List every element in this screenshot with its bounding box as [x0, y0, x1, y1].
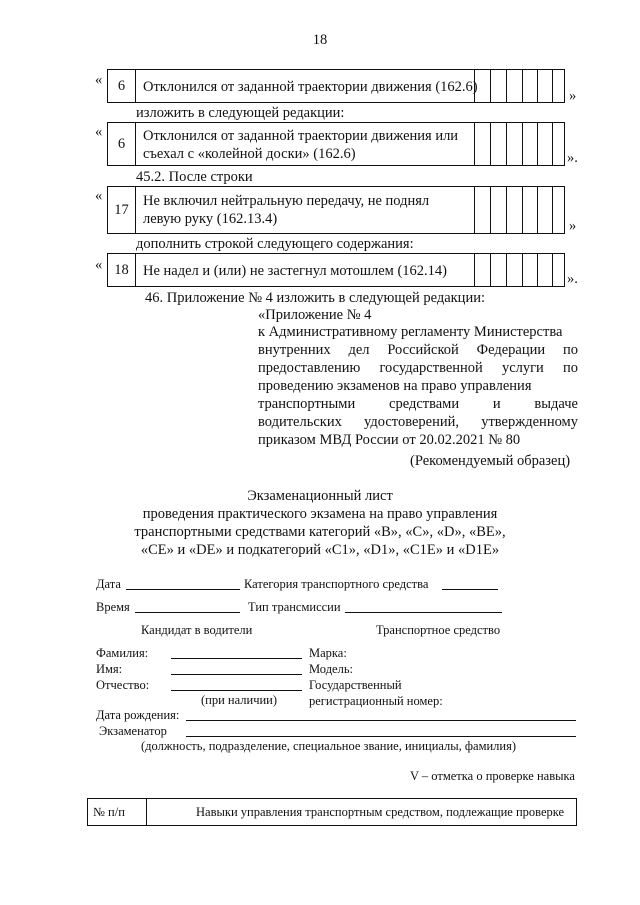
- reg-word: Российской: [387, 342, 459, 358]
- if-any-hint: (при наличии): [201, 693, 278, 707]
- reg-word: по: [562, 342, 578, 358]
- reg-line: [258, 359, 578, 377]
- reg-word: государственной: [379, 360, 483, 376]
- table-col-num: № п/п: [93, 805, 125, 819]
- quote-close-period: ».: [567, 271, 578, 287]
- reg-line: [258, 323, 578, 341]
- transmission-label: Тип трансмиссии: [248, 600, 341, 614]
- patronymic-field[interactable]: [171, 690, 302, 691]
- skills-table-header: [87, 798, 577, 826]
- row-text: Отклонился от заданной траектории движения (162.6): [143, 79, 478, 95]
- row-number: 6: [108, 123, 136, 165]
- reg-word: удостоверений,: [364, 414, 459, 430]
- vehicle-category-field[interactable]: [442, 589, 498, 590]
- quote-open: «: [95, 124, 103, 140]
- model-label: Модель:: [309, 662, 354, 676]
- reg-word: к Административному регламенту Министерства: [258, 324, 563, 340]
- time-field[interactable]: [135, 612, 240, 613]
- quote-open: «: [95, 72, 103, 88]
- check-cells: [474, 70, 564, 102]
- vehicle-heading: Транспортное средство: [376, 623, 501, 637]
- reg-word: приказом МВД России от 20.02.2021 № 80: [258, 432, 521, 448]
- table-row: [107, 122, 565, 166]
- reg-word: водительских: [258, 414, 342, 430]
- state-label: Государственный: [309, 678, 402, 692]
- table-row: [107, 69, 565, 103]
- quote-close-period: ».: [567, 150, 578, 166]
- examiner-label: Экзаменатор: [99, 724, 167, 738]
- appendix-title: «Приложение № 4: [258, 307, 372, 323]
- row-text: Не надел и (или) не застегнул мотошлем (162.14): [143, 263, 447, 279]
- name-field[interactable]: [171, 674, 302, 675]
- reg-line: [258, 341, 578, 359]
- reg-line: [258, 413, 578, 431]
- reg-word: по: [562, 360, 578, 376]
- page-number: 18: [312, 32, 328, 48]
- reg-word: и: [492, 396, 501, 412]
- row-text-line2: съехал с «колейной доски» (162.6): [143, 146, 356, 162]
- reg-word: утвержденному: [481, 414, 578, 430]
- quote-close: »: [569, 88, 577, 104]
- reg-word: транспортными: [258, 396, 356, 412]
- table-row: [107, 186, 565, 234]
- check-cells: [474, 254, 564, 286]
- reg-word: дел: [348, 342, 370, 358]
- vehicle-category-label: Категория транспортного средства: [244, 577, 429, 591]
- reg-word: средствами: [389, 396, 460, 412]
- after-row-text: 45.2. После строки: [136, 169, 253, 185]
- examiner-field[interactable]: [186, 736, 576, 737]
- row-text-line1: Не включил нейтральную передачу, не поднял: [143, 193, 430, 209]
- name-label: Имя:: [96, 662, 123, 676]
- time-label: Время: [96, 600, 130, 614]
- row-number: 17: [108, 187, 136, 233]
- row-text-line1: Отклонился от заданной траектории движения или: [143, 128, 459, 144]
- row-number: 18: [108, 254, 136, 286]
- check-cells: [474, 123, 564, 165]
- quote-open: «: [95, 257, 103, 273]
- regulation-reference: [258, 323, 578, 449]
- transmission-field[interactable]: [345, 612, 502, 613]
- mark-note: V – отметка о проверке навыка: [410, 769, 575, 783]
- birth-field[interactable]: [186, 720, 576, 721]
- table-divider: [146, 799, 147, 825]
- reg-word: проведению экзаменов на право управления: [258, 378, 532, 394]
- table-col-skills: Навыки управления транспортным средством, подлежащие проверке: [196, 805, 565, 819]
- supplement-text: дополнить строкой следующего содержания:: [136, 236, 414, 252]
- recommended-sample: (Рекомендуемый образец): [410, 453, 571, 469]
- restate-text: изложить в следующей редакции:: [136, 105, 345, 121]
- reg-line: [258, 377, 578, 395]
- surname-field[interactable]: [171, 658, 302, 659]
- reg-word: услуги: [501, 360, 544, 376]
- reg-word: предоставлению: [258, 360, 361, 376]
- reg-number-label: регистрационный номер:: [309, 694, 443, 708]
- sheet-subtitle-line1: проведения практического экзамена на право управления: [142, 506, 498, 522]
- sheet-subtitle-line2: транспортными средствами категорий «B», «C», «D», «BE»,: [134, 524, 506, 540]
- candidate-heading: Кандидат в водители: [141, 623, 253, 637]
- birth-label: Дата рождения:: [96, 708, 180, 722]
- sheet-subtitle-line3: «CE» и «DE» и подкатегорий «C1», «D1», «C1E» и «D1E»: [140, 542, 500, 558]
- patronymic-label: Отчество:: [96, 678, 150, 692]
- quote-close: »: [569, 218, 577, 234]
- surname-label: Фамилия:: [96, 646, 149, 660]
- examiner-hint: (должность, подразделение, специальное звание, инициалы, фамилия): [141, 739, 517, 753]
- date-label: Дата: [96, 577, 121, 591]
- reg-line: [258, 431, 578, 449]
- sheet-title: Экзаменационный лист: [247, 488, 393, 504]
- row-text-line2: левую руку (162.13.4): [143, 211, 278, 227]
- table-row: [107, 253, 565, 287]
- reg-line: [258, 395, 578, 413]
- check-cells: [474, 187, 564, 233]
- appendix-intro: 46. Приложение № 4 изложить в следующей редакции:: [145, 290, 485, 306]
- brand-label: Марка:: [309, 646, 347, 660]
- quote-open: «: [95, 188, 103, 204]
- reg-word: выдаче: [534, 396, 578, 412]
- row-number: 6: [108, 70, 136, 102]
- date-field[interactable]: [126, 589, 240, 590]
- reg-word: внутренних: [258, 342, 331, 358]
- reg-word: Федерации: [476, 342, 546, 358]
